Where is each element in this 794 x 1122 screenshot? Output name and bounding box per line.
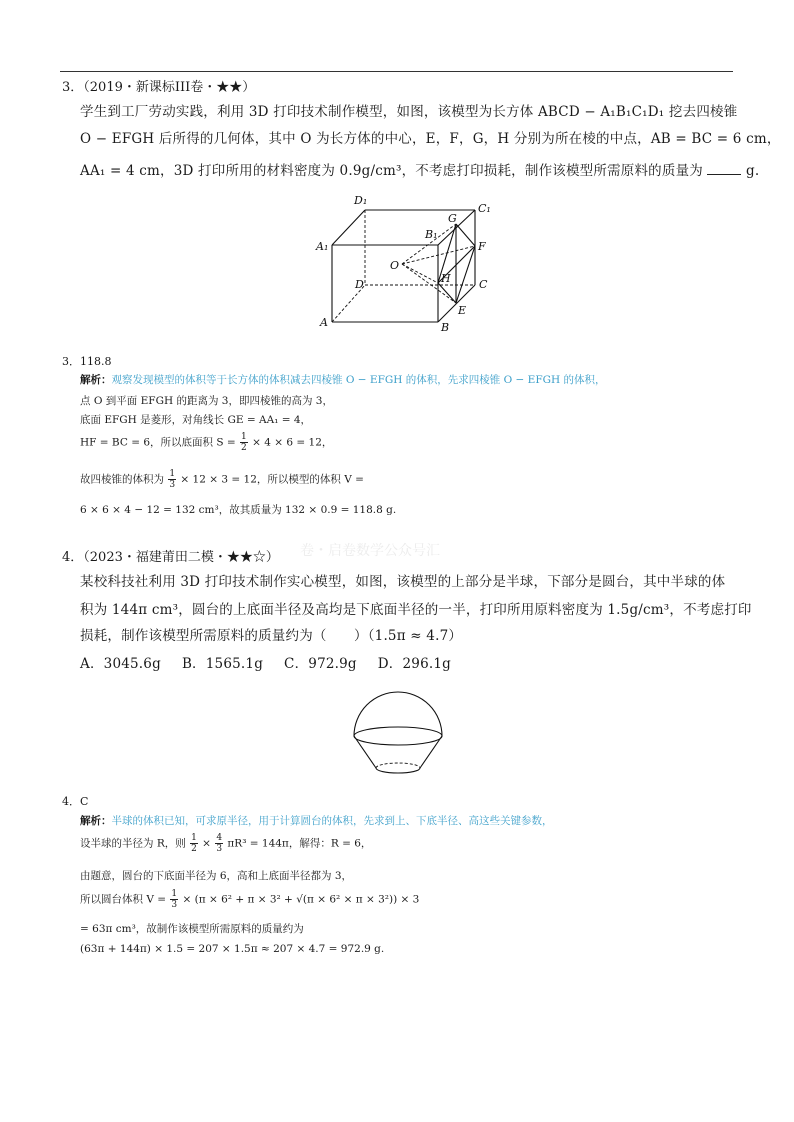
fraction-one-half	[240, 432, 248, 453]
label-G: G	[448, 212, 457, 225]
solution-4-step-3-b: × (π × 6² + π × 3² + √(π × 6² × π × 3²)) × 3	[182, 893, 420, 906]
solution-3-step-4	[80, 469, 364, 490]
fraction-numerator: 1	[171, 889, 178, 899]
watermark: 卷・启卷数学公众号汇	[300, 543, 440, 559]
solution-3-hint: 观察发现模型的体积等于长方体的体积减去四棱锥 O − EFGH 的体积，先求四棱锥 O − EFGH 的体积，	[111, 374, 606, 386]
fraction-numerator: 1	[241, 432, 247, 442]
fraction-numerator: 1	[191, 833, 197, 843]
question-3-line-3	[80, 159, 759, 179]
label-E: E	[458, 304, 467, 317]
solution-4-hint: 半球的体积已知，可求原半径，用于计算圆台的体积，先求到上、下底半径、高这些关键参数，	[111, 815, 553, 827]
fraction-denominator: 3	[216, 844, 223, 854]
solution-3-step-3	[80, 432, 332, 453]
question-3-header: 3．（2019・新课标III卷・★★）	[62, 80, 256, 95]
solution-3-step-2: 底面 EFGH 是菱形，对角线长 GE = AA₁ = 4，	[80, 414, 312, 426]
solution-4-hint-line	[80, 813, 553, 828]
label-F: F	[478, 240, 486, 253]
solution-3-step-3-a: HF = BC = 6，所以底面积 S =	[80, 436, 236, 449]
solution-4-step-1-a: 设半球的半径为 R，则	[80, 837, 186, 850]
label-D1: D₁	[354, 194, 368, 207]
solution-3-hint-line	[80, 372, 606, 387]
label-B1: B₁	[425, 228, 438, 241]
solution-4-step-3	[80, 889, 419, 910]
fraction-one-third	[170, 889, 178, 910]
question-4-line-3: 损耗，制作该模型所需原料的质量约为（ ）（1.5π ≈ 4.7）	[80, 628, 463, 644]
fraction-denominator: 3	[169, 480, 176, 490]
fraction-denominator: 2	[191, 844, 197, 854]
question-4-header: 4．（2023・福建莆田二模・★★☆）	[62, 550, 279, 565]
question-3-line-2: O − EFGH 后所得的几何体，其中 O 为长方体的中心，E，F，G，H 分别为所在棱的中点，AB = BC = 6 cm，	[80, 131, 781, 147]
hemisphere-frustum-figure	[348, 684, 448, 780]
header-rule	[60, 71, 733, 72]
fraction-numerator: 4	[216, 833, 223, 843]
answer-4: 4．C	[62, 795, 89, 808]
option-c: C．972.9g	[284, 656, 357, 672]
fraction-one-third	[168, 469, 176, 490]
question-4-line-1: 某校科技社利用 3D 打印技术制作实心模型，如图，该模型的上部分是半球，下部分是圆台，其中半球的体	[80, 574, 726, 590]
solution-3-step-1: 点 O 到平面 EFGH 的距离为 3，即四棱锥的高为 3，	[80, 395, 333, 407]
times-sign: ×	[202, 837, 211, 850]
label-H: H	[441, 272, 451, 285]
fraction-one-half	[190, 833, 198, 854]
option-d: D．296.1g	[377, 656, 451, 672]
label-A: A	[320, 316, 328, 329]
label-D: D	[355, 278, 364, 291]
solution-3-step-4-a: 故四棱锥的体积为	[80, 473, 164, 486]
solution-4-step-2: 由题意，圆台的下底面半径为 6，高和上底面半径都为 3，	[80, 870, 353, 882]
solution-3-step-3-b: × 4 × 6 = 12，	[252, 436, 333, 449]
question-3-line-1: 学生到工厂劳动实践，利用 3D 打印技术制作模型，如图，该模型为长方体 ABCD − A₁B₁C₁D₁ 挖去四棱锥	[80, 104, 738, 120]
fraction-four-thirds	[215, 833, 223, 854]
label-A1: A₁	[316, 240, 329, 253]
option-a: A．3045.6g	[80, 656, 161, 672]
option-b: B．1565.1g	[181, 656, 264, 672]
cuboid-figure	[310, 190, 510, 335]
label-O: O	[390, 259, 400, 272]
label-C: C	[479, 278, 488, 291]
solution-3-step-4-b: × 12 × 3 = 12，所以模型的体积 V =	[180, 473, 364, 486]
solution-4-step-1-b: πR³ = 144π，解得：R = 6，	[227, 837, 372, 850]
label-B: B	[441, 321, 450, 334]
solution-4-step-3-a: 所以圆台体积 V =	[80, 893, 167, 906]
question-4-line-2: 积为 144π cm³，圆台的上底面半径及高均是下底面半径的一半，打印所用原料密度为 1.5g/cm³，不考虑打印	[80, 602, 752, 618]
answer-blank	[707, 162, 741, 175]
label-C1: C₁	[478, 202, 491, 215]
fraction-numerator: 1	[169, 469, 176, 479]
solution-4-step-5: (63π + 144π) × 1.5 = 207 × 1.5π ≈ 207 × 4.7 = 972.9 g.	[80, 943, 385, 955]
question-4-options	[80, 652, 451, 672]
fraction-denominator: 3	[171, 900, 178, 910]
question-3-line-3-text: AA₁ = 4 cm，3D 打印所用的材料密度为 0.9g/cm³，不考虑打印损耗，制作该模型所需原料的质量为	[80, 163, 703, 179]
answer-3: 3．118.8	[62, 355, 112, 368]
solution-4-label: 解析：	[80, 815, 112, 827]
solution-3-step-5: 6 × 6 × 4 − 12 = 132 cm³，故其质量为 132 × 0.9 = 118.8 g.	[80, 504, 397, 516]
solution-3-label: 解析：	[80, 374, 112, 386]
question-3-unit: g.	[745, 163, 760, 179]
fraction-denominator: 2	[241, 443, 247, 453]
solution-4-step-4: = 63π cm³，故制作该模型所需原料的质量约为	[80, 923, 304, 935]
solution-4-step-1	[80, 833, 371, 854]
